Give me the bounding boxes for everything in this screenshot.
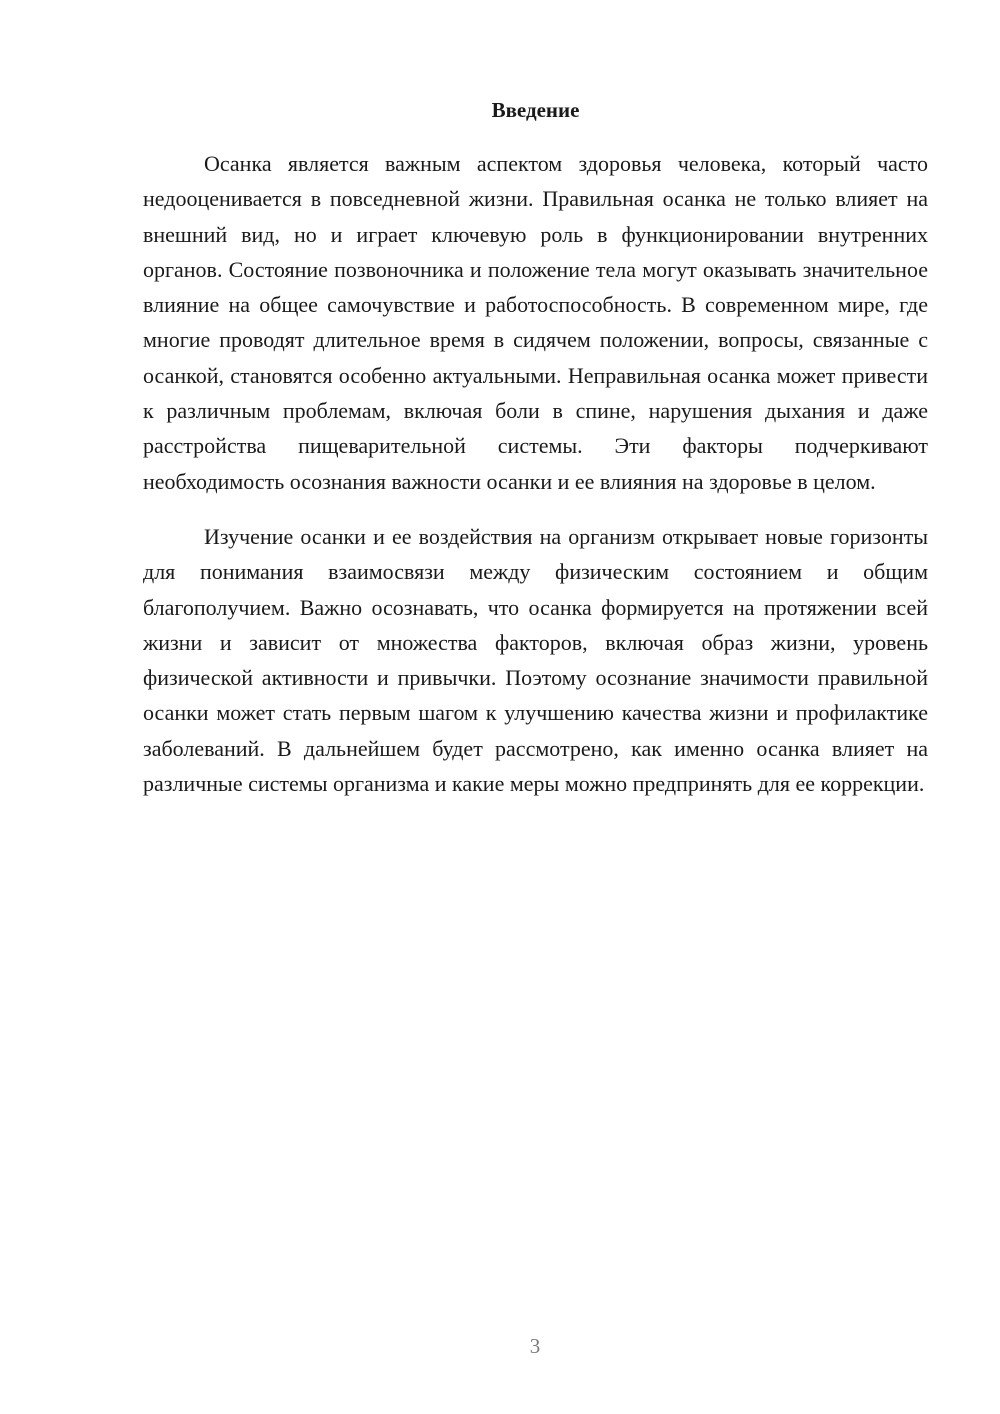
paragraph-2: Изучение осанки и ее воздействия на организм открывает новые горизонты для понимания взаимосвязи между физическим состоянием и общим благополучием. Важно осознавать, что осанка формируется на протяжении всей жизни и зависит от множества факторов, включая образ жизни, уровень физической активности и привычки. Поэтому осознание значимости правильной осанки может стать первым шагом к улучшению качества жизни и профилактике заболеваний. В дальнейшем будет рассмотрено, как именно осанка влияет на различные системы организма и какие меры можно предпринять для ее коррекции. (143, 523, 928, 797)
section-title: Введение (491, 98, 580, 122)
page-number: 3 (529, 1334, 541, 1358)
page-content (143, 96, 928, 801)
paragraph-1: Осанка является важным аспектом здоровья человека, который часто недооценивается в повседневной жизни. Правильная осанка не только влияет на внешний вид, но и играет ключевую роль в функционировании внутренних органов. Состояние позвоночника и положение тела могут оказывать значительное влияние на общее самочувствие и работоспособность. В современном мире, где многие проводят длительное время в сидячем положении, вопросы, связанные с осанкой, становятся особенно актуальными. Неправильная осанка может привести к различным проблемам, включая боли в спине, нарушения дыхания и даже расстройства пищеварительной системы. Эти факторы подчеркивают необходимость осознания важности осанки и ее влияния на здоровье в целом. (143, 151, 928, 494)
